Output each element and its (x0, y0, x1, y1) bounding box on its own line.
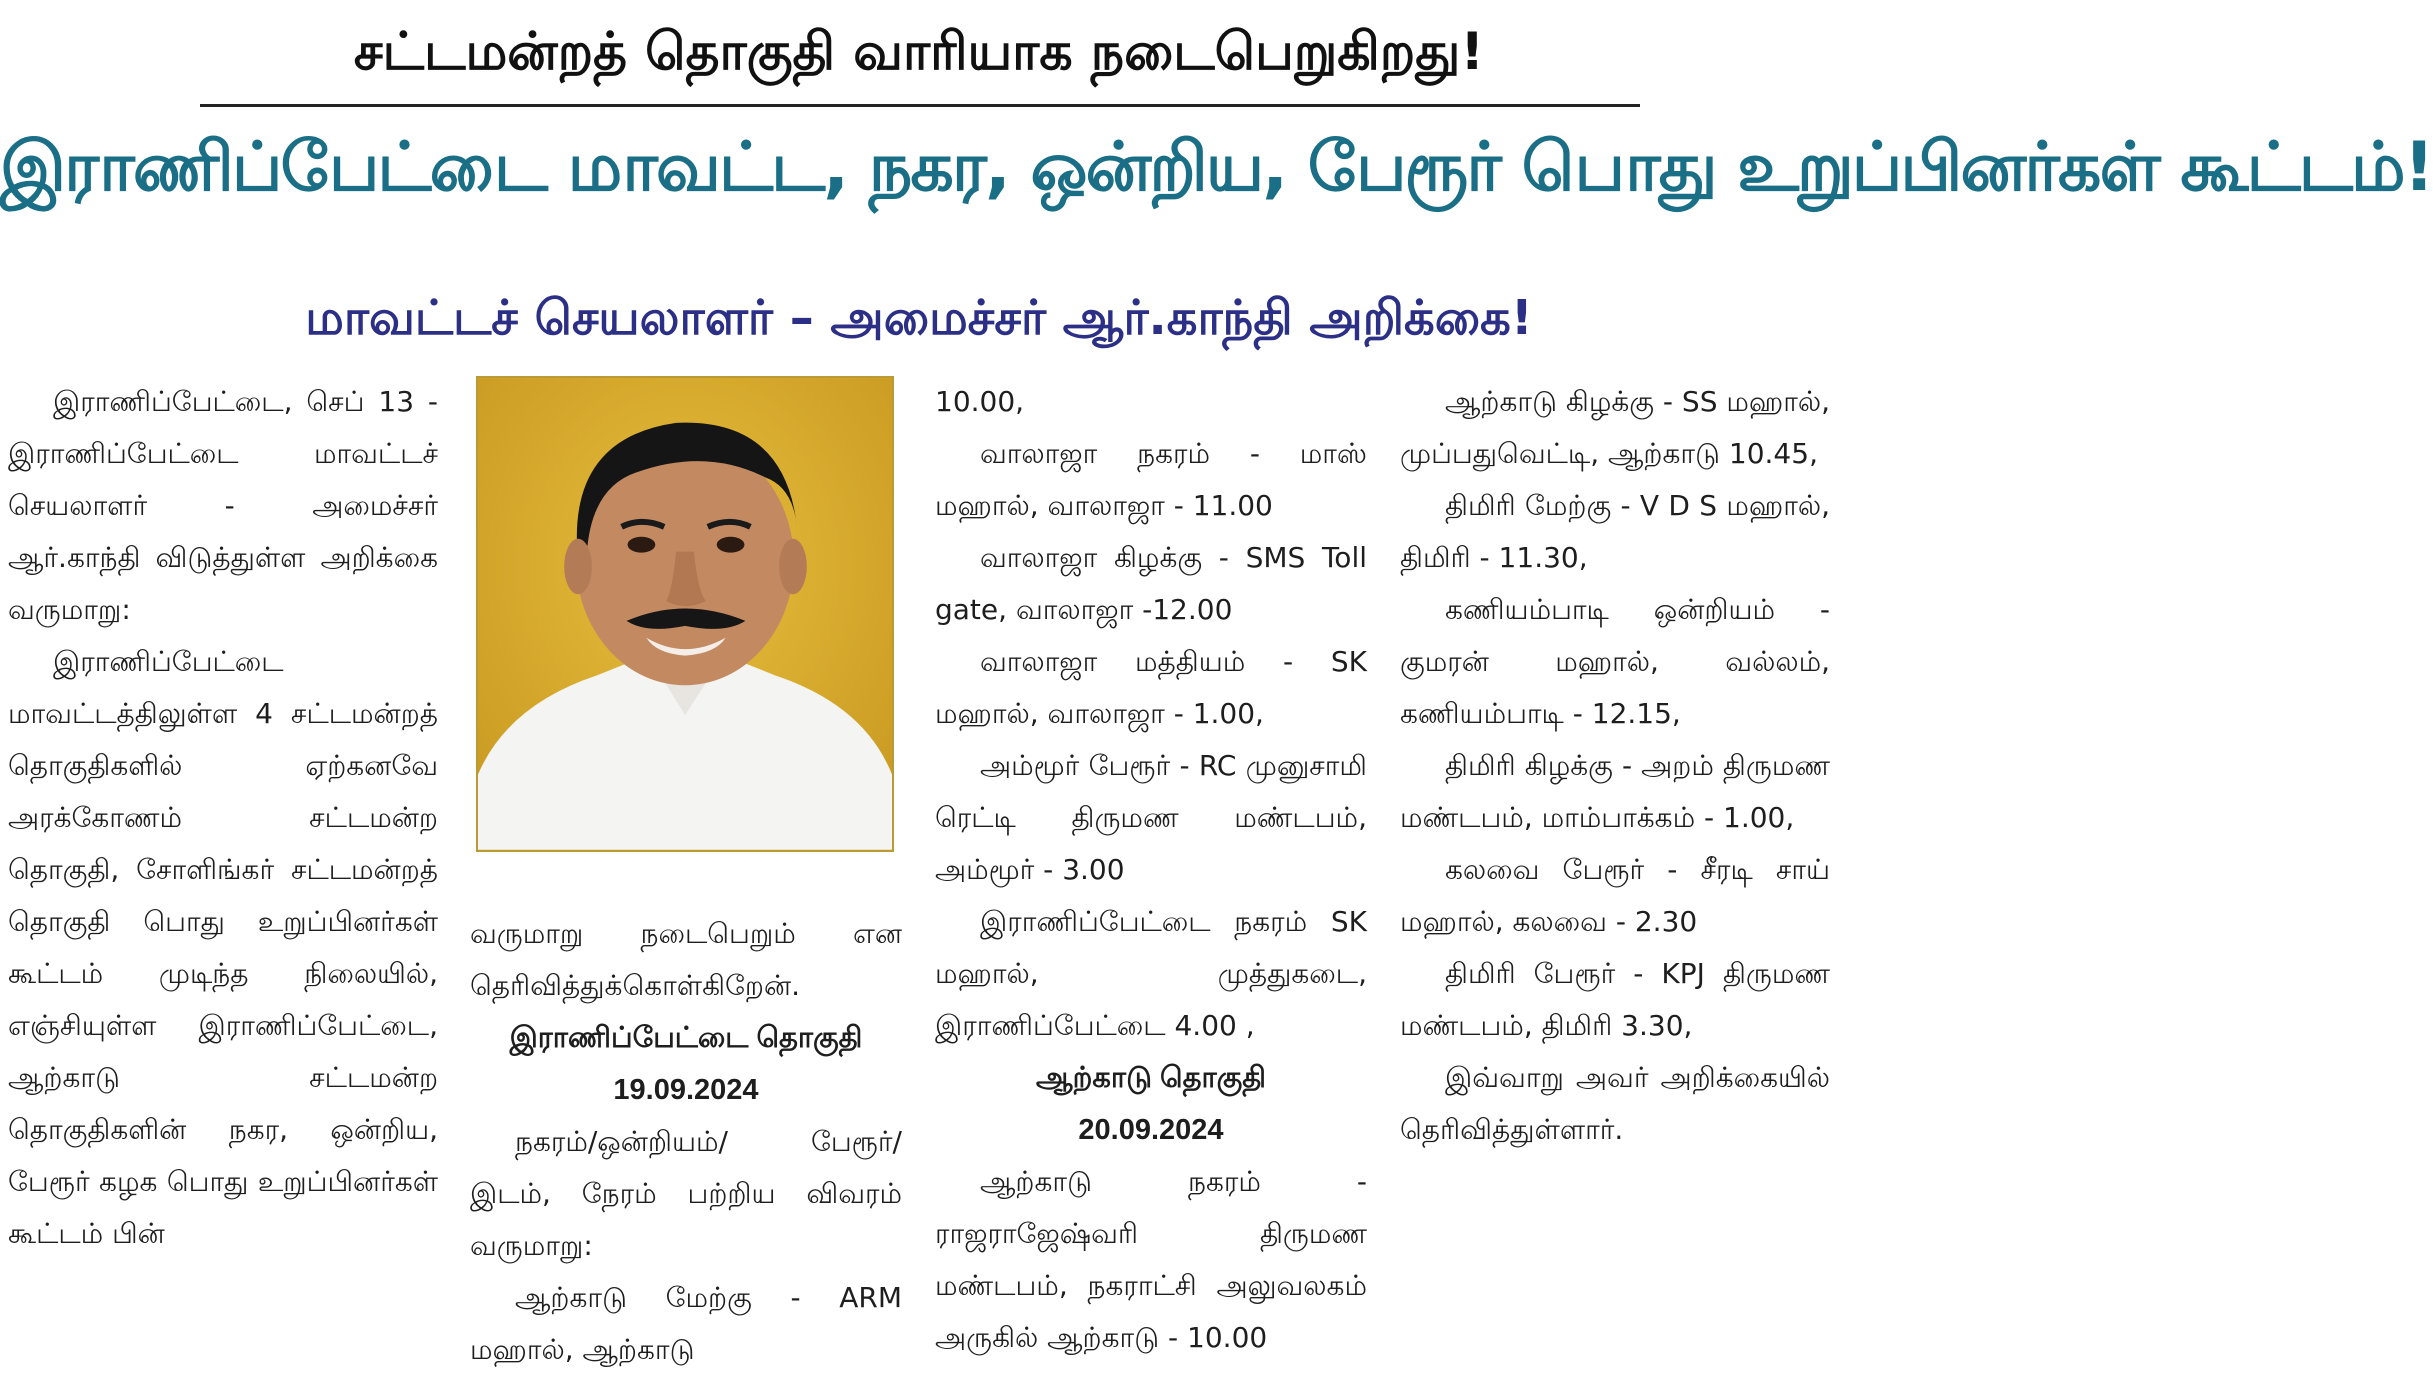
paragraph: வாலாஜா நகரம் - மாஸ் மஹால், வாலாஜா - 11.00 (935, 437, 1367, 522)
article-subtitle: மாவட்டச் செயலாளர் – அமைச்சர் ஆர்.காந்தி அறிக்கை! (305, 290, 1533, 346)
paragraph: இராணிப்பேட்டை நகரம் SK மஹால், முத்துகடை, இராணிப்பேட்டை 4.00 , (935, 905, 1367, 1042)
paragraph: திமிரி மேற்கு - V D S மஹால், திமிரி - 11.30, (1400, 489, 1830, 574)
paragraph: கணியம்பாடி ஒன்றியம் - குமரன் மஹால், வல்லம், கணியம்பாடி - 12.15, (1400, 593, 1830, 730)
headline: சட்டமன்றத் தொகுதி வாரியாக நடைபெறுகிறது! (353, 22, 1485, 82)
paragraph: கலவை பேரூர் - சீரடி சாய் மஹால், கலவை - 2.30 (1400, 853, 1830, 938)
headline-rule (200, 104, 1640, 107)
paragraph: இவ்வாறு அவர் அறிக்கையில் தெரிவித்துள்ளார். (1400, 1061, 1830, 1146)
paragraph: ஆற்காடு நகரம் - ராஜராஜேஷ்வரி திருமண மண்டபம், நகராட்சி அலுவலகம் அருகில் ஆற்காடு - 10.00 (935, 1165, 1367, 1354)
paragraph: திமிரி கிழக்கு - அறம் திருமண மண்டபம், மாம்பாக்கம் - 1.00, (1400, 749, 1830, 834)
paragraph: இராணிப்பேட்டை, செப் 13 - இராணிப்பேட்டை மாவட்டச் செயலாளர் - அமைச்சர் ஆர்.காந்தி விடுத்துள்ள அறிக்கை வருமாறு: (8, 385, 438, 626)
column-4 (1400, 376, 1830, 1156)
paragraph: வாலாஜா மத்தியம் - SK மஹால், வாலாஜா - 1.00, (935, 645, 1367, 730)
paragraph: ஆற்காடு கிழக்கு - SS மஹால், முப்பதுவெட்டி, ஆற்காடு 10.45, (1400, 385, 1830, 470)
paragraph: வாலாஜா கிழக்கு - SMS Toll gate, வாலாஜா -12.00 (935, 541, 1367, 626)
paragraph: வருமாறு நடைபெறும் என தெரிவித்துக்கொள்கிறேன். (470, 917, 902, 1002)
column-2 (470, 908, 902, 1376)
section-date: 20.09.2024 (1078, 1114, 1224, 1146)
section-heading: இராணிப்பேட்டை தொகுதி (509, 1022, 863, 1054)
section-heading: ஆற்காடு தொகுதி (1035, 1062, 1267, 1094)
paragraph: நகரம்/ஒன்றியம்/ பேரூர்/ இடம், நேரம் பற்றிய விவரம் வருமாறு: (470, 1125, 902, 1262)
paragraph: இராணிப்பேட்டை மாவட்டத்திலுள்ள 4 சட்டமன்றத் தொகுதிகளில் ஏற்கனவே அரக்கோணம் சட்டமன்ற தொகுதி, சோளிங்கர் சட்டமன்றத் தொகுதி பொது உறுப்பினர்கள் கூட்டம் முடிந்த நிலையில், எஞ்சியுள்ள இராணிப்பேட்டை, ஆற்காடு சட்டமன்ற தொகுதிகளின் நகர, ஒன்றிய, பேரூர் கழக பொது உறுப்பினர்கள் கூட்டம் பின் (8, 645, 438, 1250)
column-1 (8, 376, 438, 1260)
portrait-image (478, 378, 892, 850)
paragraph: 10.00, (935, 385, 1025, 418)
section-date: 19.09.2024 (613, 1074, 759, 1106)
paragraph: அம்மூர் பேரூர் - RC முனுசாமி ரெட்டி திருமண மண்டபம், அம்மூர் - 3.00 (935, 749, 1367, 886)
column-3 (935, 376, 1367, 1364)
article-title: இராணிப்பேட்டை மாவட்ட, நகர, ஒன்றிய, பேரூர் பொது உறுப்பினர்கள் கூட்டம்! (0, 128, 2433, 207)
paragraph: ஆற்காடு மேற்கு - ARM மஹால், ஆற்காடு (470, 1281, 902, 1366)
portrait-photo (476, 376, 894, 852)
paragraph: திமிரி பேரூர் - KPJ திருமண மண்டபம், திமிரி 3.30, (1400, 957, 1830, 1042)
